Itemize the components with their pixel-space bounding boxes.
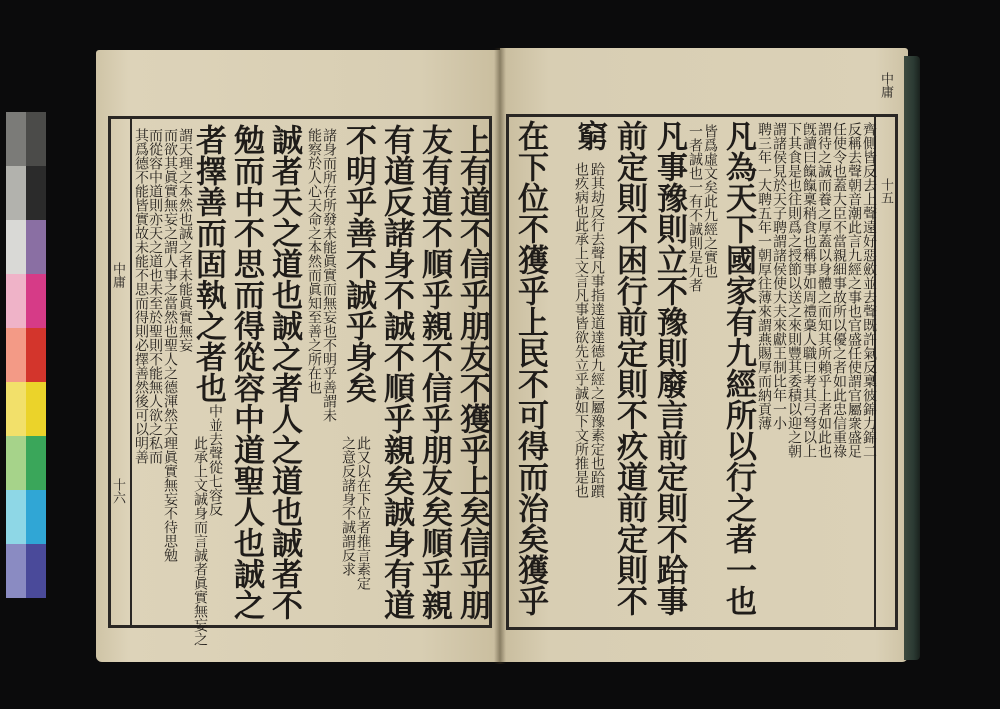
right-margin-label: 中庸 — [878, 72, 893, 98]
main-text-column: 勉而中不思而得從容中道聖人也誠之 — [228, 124, 264, 620]
main-text-column: 有道反諸身不誠不順乎親矣誠身有道 — [378, 124, 414, 620]
calibration-swatch — [6, 544, 26, 598]
calibration-swatch — [26, 328, 46, 382]
main-text-column: 凡事豫則立不豫則廢言前定則不跲事 — [651, 120, 687, 616]
commentary-column: 能察於人心天命之本然而眞知至善之所在也 — [306, 128, 322, 394]
calibration-swatch — [6, 328, 26, 382]
calibration-swatch — [26, 490, 46, 544]
calibration-swatch — [26, 220, 46, 274]
left-folio: 十六 — [110, 478, 125, 504]
calibration-swatch — [6, 436, 26, 490]
calibration-swatch — [26, 382, 46, 436]
commentary-column: 皆爲虛文矣此九經之實也 — [702, 124, 718, 278]
commentary-column: 下其食是也往則爲之授節以送之來則豐其委積以迎之朝 — [786, 122, 802, 458]
calibration-swatch — [26, 274, 46, 328]
calibration-swatch — [6, 490, 26, 544]
commentary-column: 謂諸侯見於天子聘謂諸侯使大夫來獻王制比年一小 — [771, 122, 787, 430]
main-text-column: 在下位不獲乎上民不可得而治矣獲乎 — [512, 120, 548, 616]
calibration-swatch — [6, 112, 26, 166]
book-edge — [904, 56, 920, 660]
main-text-column: 者擇善而固執之者也 — [190, 124, 226, 403]
commentary-column: 此承上文誠身而言誠者眞實無妄之 — [192, 436, 208, 646]
commentary-column: 齊側皆反去上聲遠好惡斂並去聲既許氣反稟彼錦力錦二 — [861, 122, 877, 458]
main-text-column: 上有道不信乎朋友不獲乎上矣信乎朋 — [454, 124, 490, 620]
left-margin-rule — [130, 116, 132, 628]
calibration-swatch — [6, 382, 26, 436]
calibration-swatch — [6, 274, 26, 328]
commentary-column: 任使令也蓋大臣不當親細事故所以優之者如此忠信重祿 — [831, 122, 847, 458]
commentary-column: 而從容中道則亦天之道也未至於聖則不能無人欲之私而 — [147, 128, 163, 464]
commentary-column: 謂待之誠而養之厚蓋以身體之而知其所賴乎上者如此也 — [816, 122, 832, 458]
commentary-column: 此又以在下位者推言素定 — [355, 436, 371, 590]
commentary-column: 中並去聲從七容反 — [207, 404, 223, 516]
right-folio: 十五 — [878, 178, 893, 204]
calibration-swatch — [26, 436, 46, 490]
commentary-column: 跲其劫反行去聲凡事指達道達德九經之屬豫素定也跲躓 — [589, 162, 605, 498]
calibration-swatch — [6, 166, 26, 220]
commentary-column: 旣讀曰餼餼稟稍食也稱事如周禮稾人職曰考其弓弩以上 — [801, 122, 817, 458]
commentary-column: 反稱去聲朝音潮此言九經之事也官盛任使謂官屬衆盛足 — [846, 122, 862, 458]
main-text-column: 凡為天下國家有九經所以行之者一也 — [720, 120, 756, 616]
calibration-swatch — [26, 544, 46, 598]
commentary-column: 聘三年一大聘五年一朝厚往薄來謂燕賜厚而納貢薄 — [756, 122, 772, 430]
book-gutter — [494, 48, 506, 664]
main-text-column: 友有道不順乎親不信乎朋友矣順乎親 — [416, 124, 452, 620]
main-text-column: 不明乎善不誠乎身矣 — [340, 124, 376, 403]
main-text-column: 窮 — [571, 120, 607, 151]
main-text-column: 誠者天之道也誠之者人之道也誠者不 — [266, 124, 302, 620]
commentary-column: 謂天理之本然也誠之者未能眞實無妄 — [177, 128, 193, 352]
left-margin-label: 中庸 — [110, 262, 125, 288]
commentary-column: 其爲德不能皆實故未能不思而得則必擇善然後可以明善 — [133, 128, 149, 464]
commentary-column: 也疚病也此承上文言凡事皆欲先立乎誠如下文所推是也 — [573, 162, 589, 498]
calibration-swatch — [6, 220, 26, 274]
color-calibration-strip — [6, 112, 46, 600]
commentary-column: 諸身而所存所發未能眞實而無妄也不明乎善謂未 — [321, 128, 337, 422]
commentary-column: 而欲其眞實無妄之謂人事之當然也聖人之德渾然天理眞實無妄不待思勉 — [162, 128, 178, 562]
main-text-column: 前定則不困行前定則不疚道前定則不 — [611, 120, 647, 616]
calibration-swatch — [26, 112, 46, 166]
calibration-swatch — [26, 166, 46, 220]
commentary-column: 一者誠也一有不誠則是九者 — [687, 124, 703, 292]
commentary-column: 之意反諸身不誠謂反求 — [340, 436, 356, 576]
